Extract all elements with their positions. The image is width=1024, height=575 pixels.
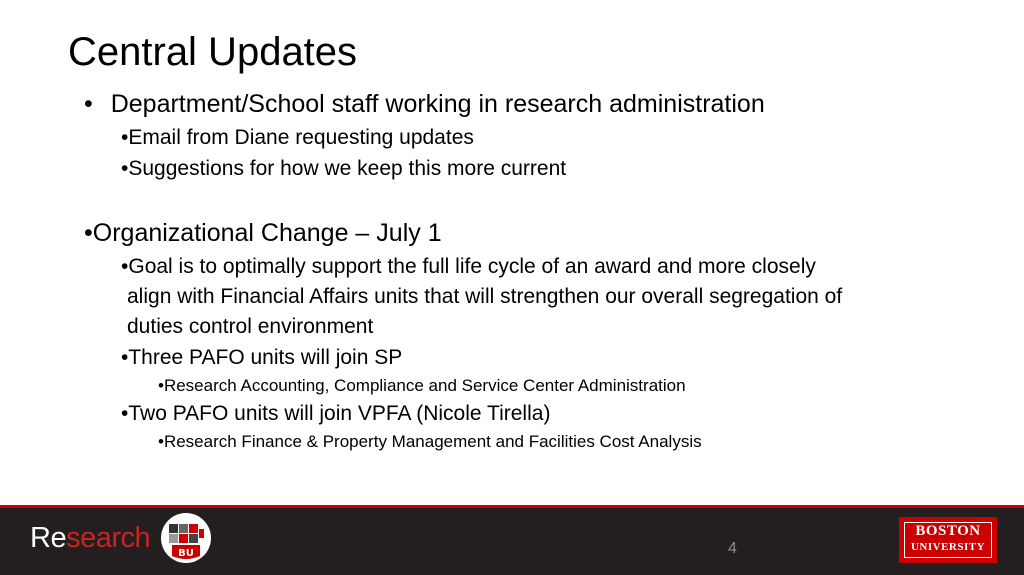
bullet-item [121, 346, 402, 370]
bullet-item [84, 219, 442, 248]
bullet-text: Two PAFO units will join VPFA (Nicole Tirella) [128, 402, 551, 425]
bullet-text: Three PAFO units will join SP [128, 346, 403, 369]
footer-bar [0, 505, 1024, 575]
bullet-text: Goal is to optimally support the full life cycle of an award and more closely [128, 255, 816, 278]
bullet-item [84, 90, 765, 119]
bullet-marker: • [121, 402, 129, 425]
research-logo [30, 520, 150, 556]
bullet-marker: • [84, 90, 93, 118]
bullet-marker: • [121, 157, 129, 180]
bullet-text: Email from Diane requesting updates [128, 126, 474, 149]
slide-title: Central Updates [68, 30, 358, 74]
bullet-marker: • [121, 255, 129, 278]
bullet-text: Research Finance & Property Management and Facilities Cost Analysis [163, 432, 702, 451]
research-logo-suffix: search [66, 522, 151, 554]
research-logo-prefix: Re [30, 522, 67, 554]
puzzle-logo-text: BU [178, 548, 194, 559]
bullet-text: Department/School staff working in research administration [110, 90, 765, 118]
bullet-item [121, 126, 474, 150]
university-logo-line2: UNIVERSITY [910, 541, 986, 553]
bullet-marker: • [121, 346, 129, 369]
university-logo-line1: BOSTON [915, 523, 981, 539]
bullet-text: Suggestions for how we keep this more current [128, 157, 567, 180]
bullet-marker: • [158, 432, 164, 451]
bullet-text: align with Financial Affairs units that will strengthen our overall segregation of [127, 285, 843, 308]
bullet-marker: • [121, 126, 129, 149]
footer-divider [0, 505, 1024, 508]
bullet-continuation [127, 285, 842, 309]
bullet-marker: • [84, 219, 93, 247]
puzzle-logo-icon [160, 512, 212, 564]
bullet-item [121, 402, 550, 426]
page-number: 4 [728, 540, 737, 557]
bullet-item [158, 376, 686, 396]
bullet-continuation [127, 315, 373, 339]
bullet-text: Research Accounting, Compliance and Service Center Administration [163, 376, 686, 395]
bullet-item [121, 255, 816, 279]
boston-university-logo [899, 517, 997, 563]
bullet-item [121, 157, 566, 181]
bullet-text: Organizational Change – July 1 [92, 219, 442, 247]
bullet-item [158, 432, 702, 452]
bullet-text: duties control environment [127, 315, 374, 338]
bullet-marker: • [158, 376, 164, 395]
